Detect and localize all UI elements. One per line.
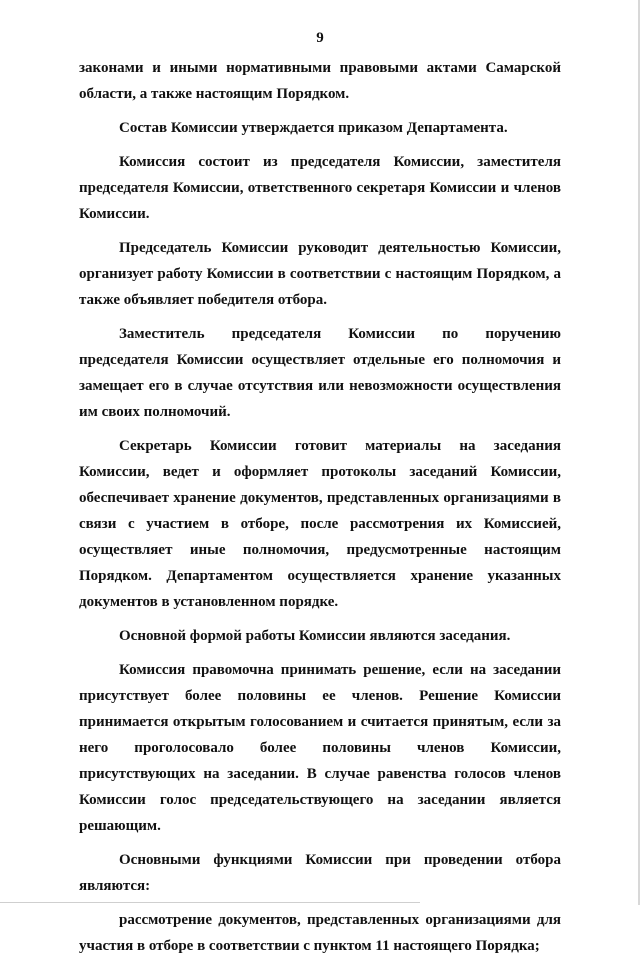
paragraph: Основной формой работы Комиссии являются заседания.: [119, 628, 511, 644]
paragraph: Состав Комиссии утверждается приказом Департамента.: [119, 120, 508, 136]
paragraph: Комиссия состоит из председателя Комиссии, заместителя председателя Комиссии, ответственного секретаря Комиссии и членов Комиссии.: [79, 154, 561, 222]
paragraph: рассмотрение документов, представленных организациями для участия в отборе в соответствии с пунктом 11 настоящего Порядка;: [79, 912, 561, 954]
paragraph: Комиссия правомочна принимать решение, если на заседании присутствует более половины ее членов. Решение Комиссии принимается открытым голосованием и считается принятым, если за него проголосовало более половины членов Комиссии, присутствующих на заседании. В случае равенства голосов членов Комиссии голос председательствующего на заседании является решающим.: [79, 662, 561, 834]
paragraph: законами и иными нормативными правовыми актами Самарской области, а также настоящим Порядком.: [79, 60, 561, 102]
paragraph: Основными функциями Комиссии при проведении отбора являются:: [79, 852, 561, 894]
paragraph: Заместитель председателя Комиссии по поручению председателя Комиссии осуществляет отдельные его полномочия и замещает его в случае отсутствия или невозможности осуществления им своих полномочий.: [79, 326, 561, 420]
document-body: [79, 55, 561, 967]
paragraph: Секретарь Комиссии готовит материалы на заседания Комиссии, ведет и оформляет протоколы заседаний Комиссии, обеспечивает хранение документов, представленных организациями в связи с участием в отборе, после рассмотрения их Комиссией, осуществляет иные полномочия, предусмотренные настоящим Порядком. Департаментом осуществляется хранение указанных документов в установленном порядке.: [79, 438, 561, 610]
paragraph: Председатель Комиссии руководит деятельностью Комиссии, организует работу Комиссии в соответствии с настоящим Порядком, а также объявляет победителя отбора.: [79, 240, 561, 308]
page-number: 9: [316, 30, 324, 46]
scan-bottom-edge: [0, 902, 420, 903]
